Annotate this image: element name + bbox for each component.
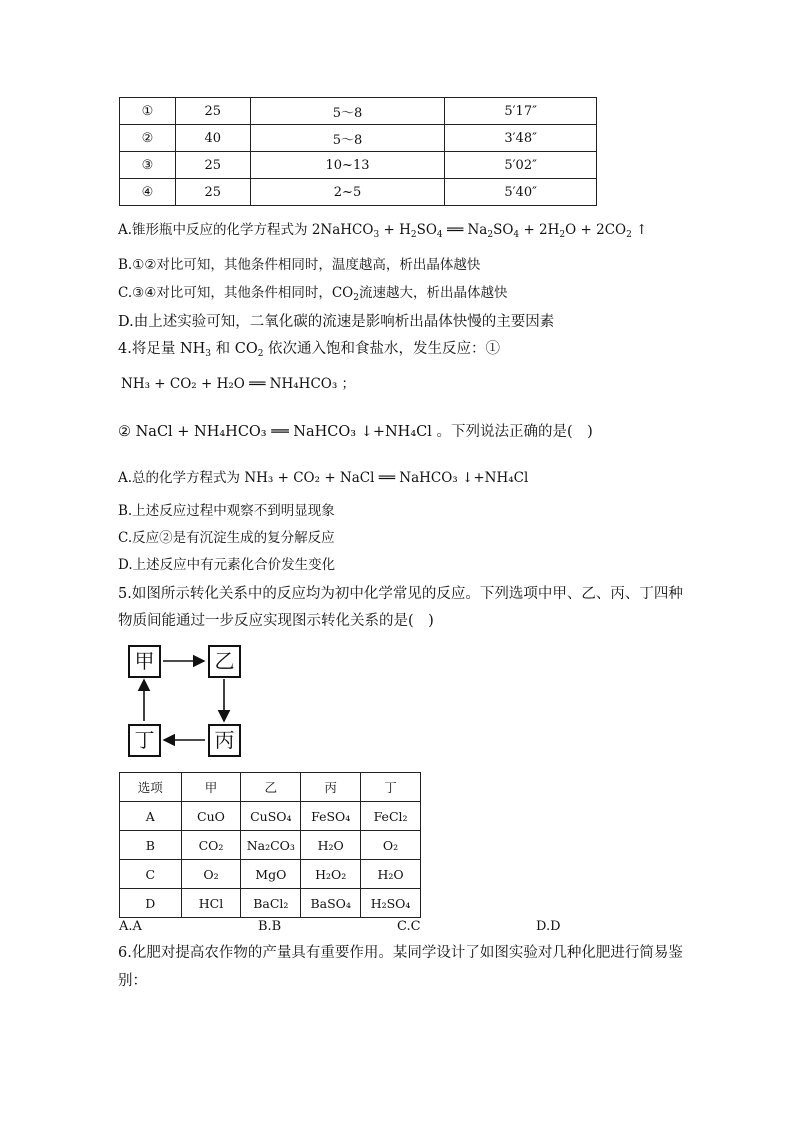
q4-option-d: D.上述反应中有元素化合价发生变化 [118,557,336,573]
box-bing: 丙 [208,724,241,757]
experiment-cell-rate: 2~5 [250,179,445,206]
options-cell: HCl [181,889,241,918]
q4-stem: 4.将足量 $NH_3$ 和 $CO_2$ 依次通入饱和食盐水，发生反应：① [118,341,501,359]
q4-option-c: C.反应②是有沉淀生成的复分解反应 [118,530,335,546]
box-ding: 丁 [128,724,161,757]
options-cell: CuSO₄ [241,802,301,831]
options-cell: FeSO₄ [301,802,361,831]
experiment-cell-temp: 40 [175,125,250,152]
experiment-cell-time: 5′40″ [445,179,597,206]
options-header-cell: 丁 [361,773,421,802]
options-cell: FeCl₂ [361,802,421,831]
q3-option-d: D.由上述实验可知，二氧化碳的流速是影响析出晶体快慢的主要因素 [118,314,555,330]
options-cell: BaCl₂ [241,889,301,918]
experiment-cell-rate: 5～8 [250,125,445,152]
q6-stem-line-2: 别： [118,973,147,989]
experiment-row [120,152,597,179]
q3-option-a: A.锥形瓶中反应的化学方程式为 2NaHCO$_3$ + $H_2SO_4$ ══ $Na_2SO_4 + 2H_2O + 2CO_2$ ↑ [118,222,648,240]
experiment-table [119,97,597,206]
options-cell: H₂O₂ [301,860,361,889]
experiment-cell-temp: 25 [175,179,250,206]
options-row [120,889,421,918]
q4-option-a: A.总的化学方程式为 NH₃ + CO₂ + NaCl ══ NaHCO₃ ↓+NH₄Cl [118,470,529,486]
options-row [120,802,421,831]
q5-stem-line-2: 物质间能通过一步反应实现图示转化关系的是( ) [118,613,434,629]
options-header-cell: 选项 [120,773,182,802]
experiment-cell-temp: 25 [175,98,250,125]
experiment-cell-no: ① [120,98,176,125]
experiment-cell-time: 5′02″ [445,152,597,179]
options-cell: H₂O [361,860,421,889]
options-header-cell: 丙 [301,773,361,802]
q5-answer-c: C.C [397,919,421,934]
experiment-cell-time: 5′17″ [445,98,597,125]
q4-reaction-2: ② NaCl + NH₄HCO₃ ══ NaHCO₃ ↓+NH₄Cl 。下列说法正确的是( ) [118,424,593,440]
options-cell: Na₂CO₃ [241,831,301,860]
experiment-cell-no: ③ [120,152,176,179]
q5-answer-b: B.B [258,919,282,934]
options-cell: H₂SO₄ [361,889,421,918]
q5-stem-line-1: 5.如图所示转化关系中的反应均为初中化学常见的反应。下列选项中甲、乙、丙、丁四种 [118,586,683,602]
experiment-row [120,98,597,125]
options-cell: O₂ [361,831,421,860]
experiment-row [120,179,597,206]
options-row [120,860,421,889]
experiment-cell-no: ④ [120,179,176,206]
q6-stem-line-1: 6.化肥对提高农作物的产量具有重要作用。某同学设计了如图实验对几种化肥进行简易鉴 [118,945,683,961]
conversion-diagram [120,640,250,762]
options-row [120,831,421,860]
experiment-cell-rate: 10~13 [250,152,445,179]
options-cell: O₂ [181,860,241,889]
experiment-row [120,125,597,152]
q4-option-b: B.上述反应过程中观察不到明显现象 [118,503,335,519]
options-table-header [120,773,421,802]
q5-answer-d: D.D [536,919,561,934]
box-yi: 乙 [208,645,241,678]
q3-option-b: B.①②对比可知，其他条件相同时，温度越高，析出晶体越快 [118,257,481,273]
experiment-table-body [120,98,597,206]
q3-option-c: C.③④对比可知，其他条件相同时，$CO_2$流速越大，析出晶体越快 [118,285,508,303]
options-cell: CO₂ [181,831,241,860]
options-header-cell: 甲 [181,773,241,802]
q4-reaction-1: NH₃ + CO₂ + H₂O ══ NH₄HCO₃ ； [121,376,356,392]
options-cell: CuO [181,802,241,831]
options-cell: B [120,831,182,860]
experiment-cell-time: 3′48″ [445,125,597,152]
options-cell: H₂O [301,831,361,860]
box-jia: 甲 [128,645,161,678]
options-cell: MgO [241,860,301,889]
options-cell: A [120,802,182,831]
experiment-cell-temp: 25 [175,152,250,179]
options-header-cell: 乙 [241,773,301,802]
q5-answer-a: A.A [119,919,142,934]
options-cell: BaSO₄ [301,889,361,918]
experiment-cell-no: ② [120,125,176,152]
experiment-cell-rate: 5～8 [250,98,445,125]
options-cell: D [120,889,182,918]
options-table [119,772,421,918]
options-table-body [120,802,421,918]
options-cell: C [120,860,182,889]
